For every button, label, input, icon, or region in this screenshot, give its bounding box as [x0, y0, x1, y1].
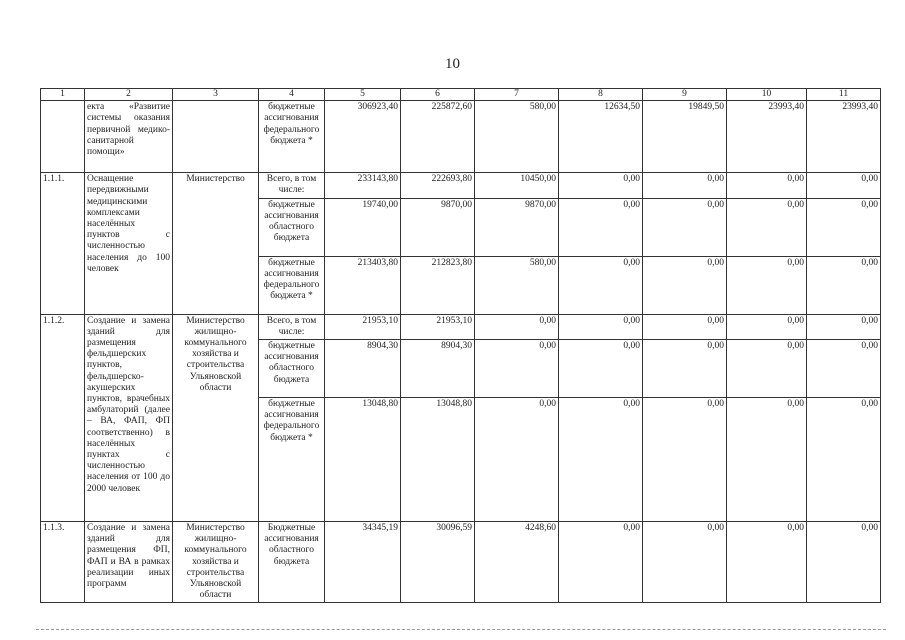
amount-cell: 10450,00 [475, 173, 559, 198]
amount-cell: 306923,40 [325, 101, 401, 173]
row-number: 1.1.3. [41, 522, 85, 603]
amount-cell: 34345,19 [325, 522, 401, 603]
amount-cell: 0,00 [807, 314, 881, 339]
amount-cell: 0,00 [643, 198, 727, 256]
responsible-org [173, 101, 259, 173]
amount-cell: 0,00 [559, 522, 643, 603]
amount-cell: 0,00 [727, 340, 807, 398]
table-row [41, 101, 881, 173]
amount-cell: 0,00 [727, 522, 807, 603]
column-number: 6 [401, 89, 475, 101]
measure-name: Создание и замена зданий для размещения ФП, ФАП и ВА в рамках реализации иных программ [85, 522, 173, 603]
program-table [40, 88, 881, 603]
amount-cell: 0,00 [727, 173, 807, 198]
responsible-org: Министерство жилищно-коммунального хозяйства и строительства Ульяновской области [173, 522, 259, 603]
amount-cell: 233143,80 [325, 173, 401, 198]
funding-type: бюджетные ассигнования областного бюджета [259, 340, 325, 398]
amount-cell: 23993,40 [807, 101, 881, 173]
amount-cell: 9870,00 [475, 198, 559, 256]
row-number: 1.1.1. [41, 173, 85, 314]
funding-type: бюджетные ассигнования федерального бюджета * [259, 398, 325, 522]
column-numbers-row [41, 89, 881, 101]
column-number: 5 [325, 89, 401, 101]
amount-cell: 0,00 [807, 198, 881, 256]
amount-cell: 0,00 [559, 198, 643, 256]
amount-cell: 0,00 [807, 256, 881, 314]
amount-cell: 0,00 [727, 398, 807, 522]
amount-cell: 0,00 [727, 314, 807, 339]
amount-cell: 13048,80 [401, 398, 475, 522]
amount-cell: 0,00 [643, 256, 727, 314]
amount-cell: 0,00 [727, 198, 807, 256]
amount-cell: 222693,80 [401, 173, 475, 198]
amount-cell: 0,00 [559, 173, 643, 198]
measure-name: екта «Развитие системы оказания первичной медико-санитарной помощи» [85, 101, 173, 173]
amount-cell: 0,00 [643, 173, 727, 198]
amount-cell: 0,00 [643, 522, 727, 603]
column-number: 4 [259, 89, 325, 101]
column-number: 10 [727, 89, 807, 101]
amount-cell: 0,00 [559, 340, 643, 398]
row-number: 1.1.2. [41, 314, 85, 521]
amount-cell: 23993,40 [727, 101, 807, 173]
row-number [41, 101, 85, 173]
amount-cell: 0,00 [727, 256, 807, 314]
column-number: 1 [41, 89, 85, 101]
funding-type: бюджетные ассигнования федерального бюджета * [259, 256, 325, 314]
amount-cell: 4248,60 [475, 522, 559, 603]
amount-cell: 580,00 [475, 101, 559, 173]
amount-cell: 9870,00 [401, 198, 475, 256]
page-number: 10 [445, 56, 460, 72]
funding-type: Всего, в том числе: [259, 314, 325, 339]
amount-cell: 580,00 [475, 256, 559, 314]
amount-cell: 0,00 [643, 340, 727, 398]
amount-cell: 0,00 [559, 256, 643, 314]
amount-cell: 212823,80 [401, 256, 475, 314]
amount-cell: 225872,60 [401, 101, 475, 173]
measure-name: Оснащение передвижными медицинскими комплексами населённых пунктов с численностью населения до 100 человек [85, 173, 173, 314]
amount-cell: 0,00 [643, 314, 727, 339]
funding-type: бюджетные ассигнования областного бюджета [259, 198, 325, 256]
column-number: 7 [475, 89, 559, 101]
column-number: 2 [85, 89, 173, 101]
measure-name: Создание и замена зданий для размещения фельдшерских пунктов, фельдшерско-акушерских пунктов, врачебных амбулаторий (далее – ВА, ФАП, ФП соответственно) в населённых пунктах с численностью населения от 100 до 2000 человек [85, 314, 173, 521]
amount-cell: 21953,10 [325, 314, 401, 339]
column-number: 3 [173, 89, 259, 101]
amount-cell: 0,00 [807, 340, 881, 398]
amount-cell: 21953,10 [401, 314, 475, 339]
column-number: 8 [559, 89, 643, 101]
amount-cell: 0,00 [807, 522, 881, 603]
table-row [41, 173, 881, 198]
funding-type: бюджетные ассигнования федерального бюджета * [259, 101, 325, 173]
amount-cell: 8904,30 [325, 340, 401, 398]
amount-cell: 12634,50 [559, 101, 643, 173]
responsible-org: Министерство [173, 173, 259, 314]
table-row [41, 314, 881, 339]
amount-cell: 0,00 [643, 398, 727, 522]
amount-cell: 13048,80 [325, 398, 401, 522]
amount-cell: 30096,59 [401, 522, 475, 603]
amount-cell: 0,00 [807, 173, 881, 198]
amount-cell: 213403,80 [325, 256, 401, 314]
amount-cell: 0,00 [475, 340, 559, 398]
amount-cell: 0,00 [475, 314, 559, 339]
table-row [41, 522, 881, 603]
amount-cell: 19740,00 [325, 198, 401, 256]
amount-cell: 0,00 [559, 398, 643, 522]
amount-cell: 0,00 [475, 398, 559, 522]
amount-cell: 0,00 [807, 398, 881, 522]
funding-type: Бюджетные ассигнования областного бюджета [259, 522, 325, 603]
amount-cell: 8904,30 [401, 340, 475, 398]
amount-cell: 0,00 [559, 314, 643, 339]
amount-cell: 19849,50 [643, 101, 727, 173]
funding-type: Всего, в том числе: [259, 173, 325, 198]
column-number: 9 [643, 89, 727, 101]
scan-edge-line [36, 629, 886, 630]
responsible-org: Министерство жилищно-коммунального хозяйства и строительства Ульяновской области [173, 314, 259, 521]
column-number: 11 [807, 89, 881, 101]
